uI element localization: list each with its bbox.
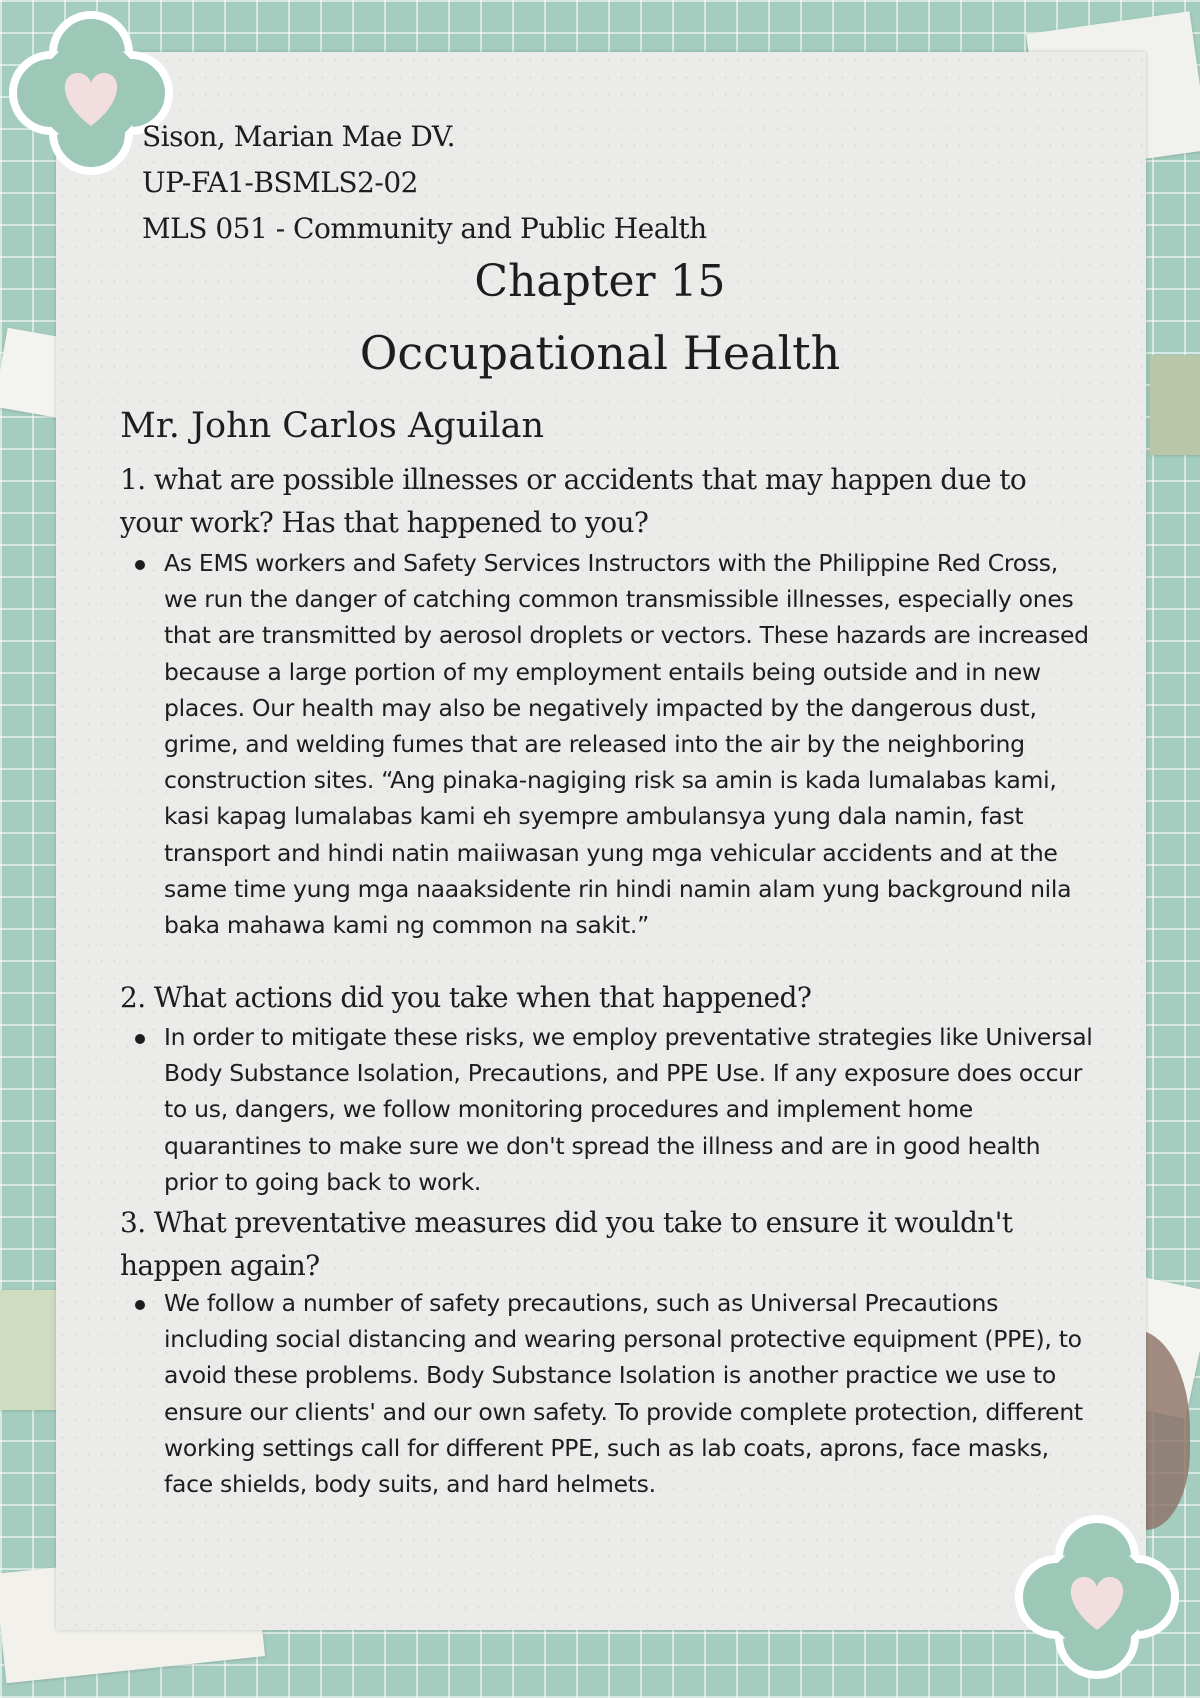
- floral-scrap-left: [0, 1290, 60, 1410]
- question-3: 3. What preventative measures did you take to ensure it wouldn't happen again?: [120, 1206, 1013, 1282]
- interviewee-name: Mr. John Carlos Aguilan: [120, 406, 545, 446]
- flower-heart-icon-bottom-right: [1012, 1512, 1182, 1682]
- bullet-1: [135, 560, 145, 570]
- chapter-title: Chapter 15: [474, 256, 726, 307]
- answer-1: As EMS workers and Safety Services Instructors with the Philippine Red Cross, we run the danger of catching common transmissible illnesses, especially ones that are transmitted by aerosol droplets or vectors. These hazards are increased because a large portion of my employment entails being outside and in new places. Our health may also be negatively impacted by the dangerous dust, grime, and welding fumes that are released into the air by the neighboring construction sites. “Ang pinaka-nagiging risk sa amin is kada lumalabas kami, kasi kapag lumalabas kami eh syempre ambulansya yung dala namin, fast transport and hindi natin maiiwasan yung mga vehicular accidents and at the same time yung mga naaaksidente rin hindi namin alam yung background nila baka mahawa kami ng common na sakit.”: [164, 549, 1089, 940]
- answer-2: In order to mitigate these risks, we employ preventative strategies like Universal Body Substance Isolation, Precautions, and PPE Use. If any exposure does occur to us, dangers, we follow monitoring procedures and implement home quarantines to make sure we don't spread the illness and are in good health prior to going back to work.: [164, 1023, 1093, 1196]
- student-name: Sison, Marian Mae DV.: [142, 120, 456, 153]
- bullet-3: [135, 1300, 145, 1310]
- question-1: 1. what are possible illnesses or accidents that may happen due to your work? Has that happened to you?: [120, 463, 1027, 539]
- answer-3: We follow a number of safety precautions, such as Universal Precautions including social distancing and wearing personal protective equipment (PPE), to avoid these problems. Body Substance Isolation is another practice we use to ensure our clients' and our own safety. To provide complete protection, different working settings call for different PPE, such as lab coats, aprons, face masks, face shields, body suits, and hard helmets.: [164, 1289, 1083, 1499]
- question-2: 2. What actions did you take when that happened?: [120, 981, 812, 1014]
- student-section: UP-FA1-BSMLS2-02: [142, 166, 418, 199]
- bullet-2: [135, 1034, 145, 1044]
- course-name: MLS 051 - Community and Public Health: [142, 212, 707, 245]
- topic-title: Occupational Health: [359, 326, 841, 380]
